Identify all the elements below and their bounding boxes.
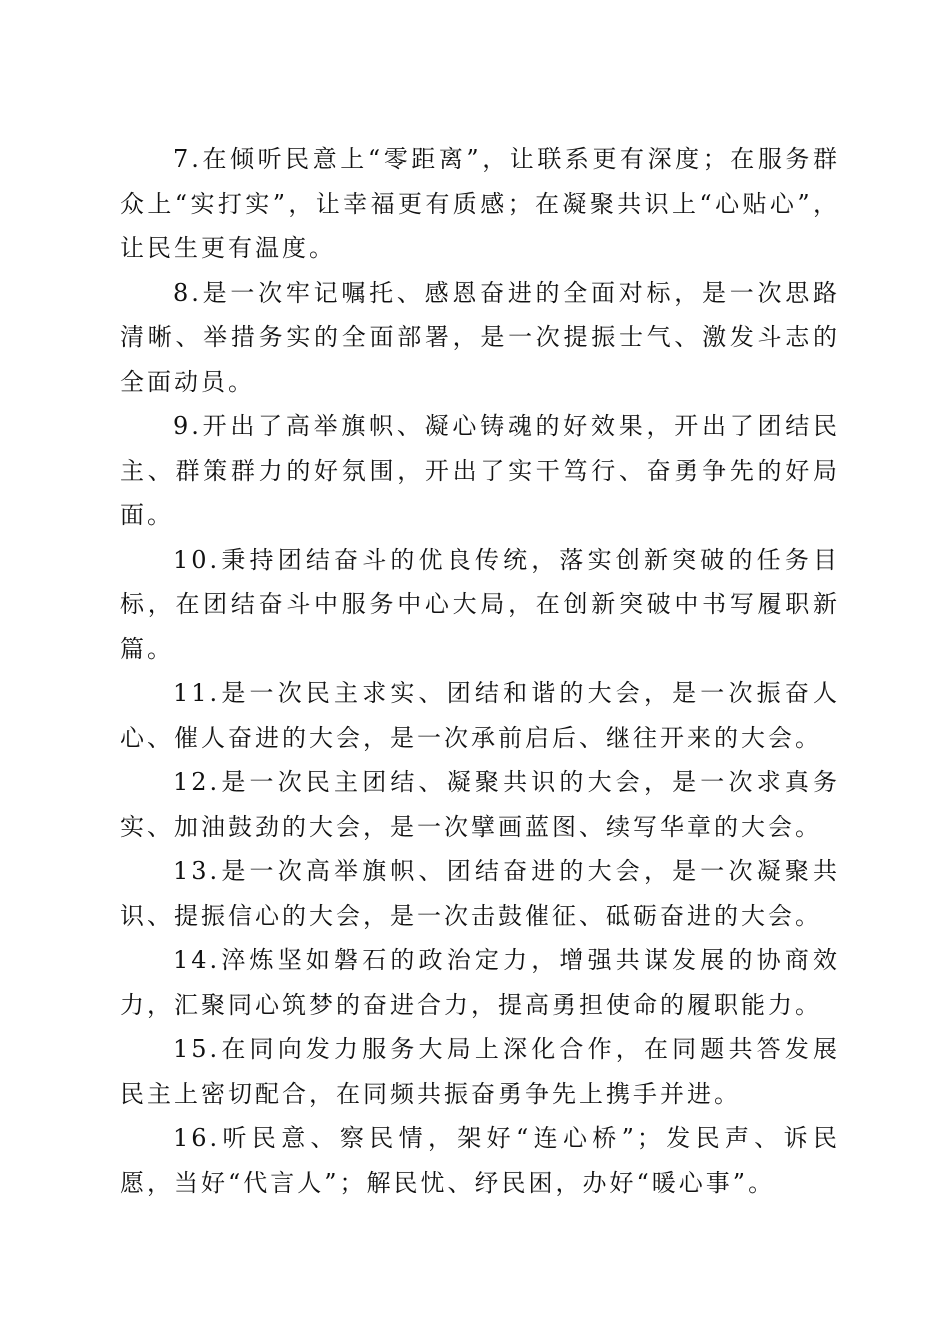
paragraph-15: 15.在同向发力服务大局上深化合作，在同题共答发展民主上密切配合，在同频共振奋勇争先上携手并进。 [120,1035,840,1108]
paragraph-9: 9.开出了高举旗帜、凝心铸魂的好效果，开出了团结民主、群策群力的好氛围，开出了实干笃行、奋勇争先的好局面。 [120,412,840,529]
paragraph-12: 12.是一次民主团结、凝聚共识的大会，是一次求真务实、加油鼓劲的大会，是一次擘画蓝图、续写华章的大会。 [120,768,840,841]
paragraph-14: 14.淬炼坚如磐石的政治定力，增强共谋发展的协商效力，汇聚同心筑梦的奋进合力，提高勇担使命的履职能力。 [120,946,840,1019]
paragraph-13: 13.是一次高举旗帜、团结奋进的大会，是一次凝聚共识、提振信心的大会，是一次击鼓催征、砥砺奋进的大会。 [120,857,840,930]
paragraph-8: 8.是一次牢记嘱托、感恩奋进的全面对标，是一次思路清晰、举措务实的全面部署，是一次提振士气、激发斗志的全面动员。 [120,278,840,396]
paragraph-7: 7.在倾听民意上“零距离”，让联系更有深度；在服务群众上“实打实”，让幸福更有质感；在凝聚共识上“心贴心”，让民生更有温度。 [120,145,840,262]
paragraph-16: 16.听民意、察民情，架好“连心桥”；发民声、诉民愿，当好“代言人”；解民忧、纾民困，办好“暖心事”。 [120,1124,840,1197]
paragraph-11: 11.是一次民主求实、团结和谐的大会，是一次振奋人心、催人奋进的大会，是一次承前启后、继往开来的大会。 [120,679,840,752]
paragraph-10: 10.秉持团结奋斗的优良传统，落实创新突破的任务目标，在团结奋斗中服务中心大局，在创新突破中书写履职新篇。 [120,545,840,663]
document-body [120,137,840,1205]
